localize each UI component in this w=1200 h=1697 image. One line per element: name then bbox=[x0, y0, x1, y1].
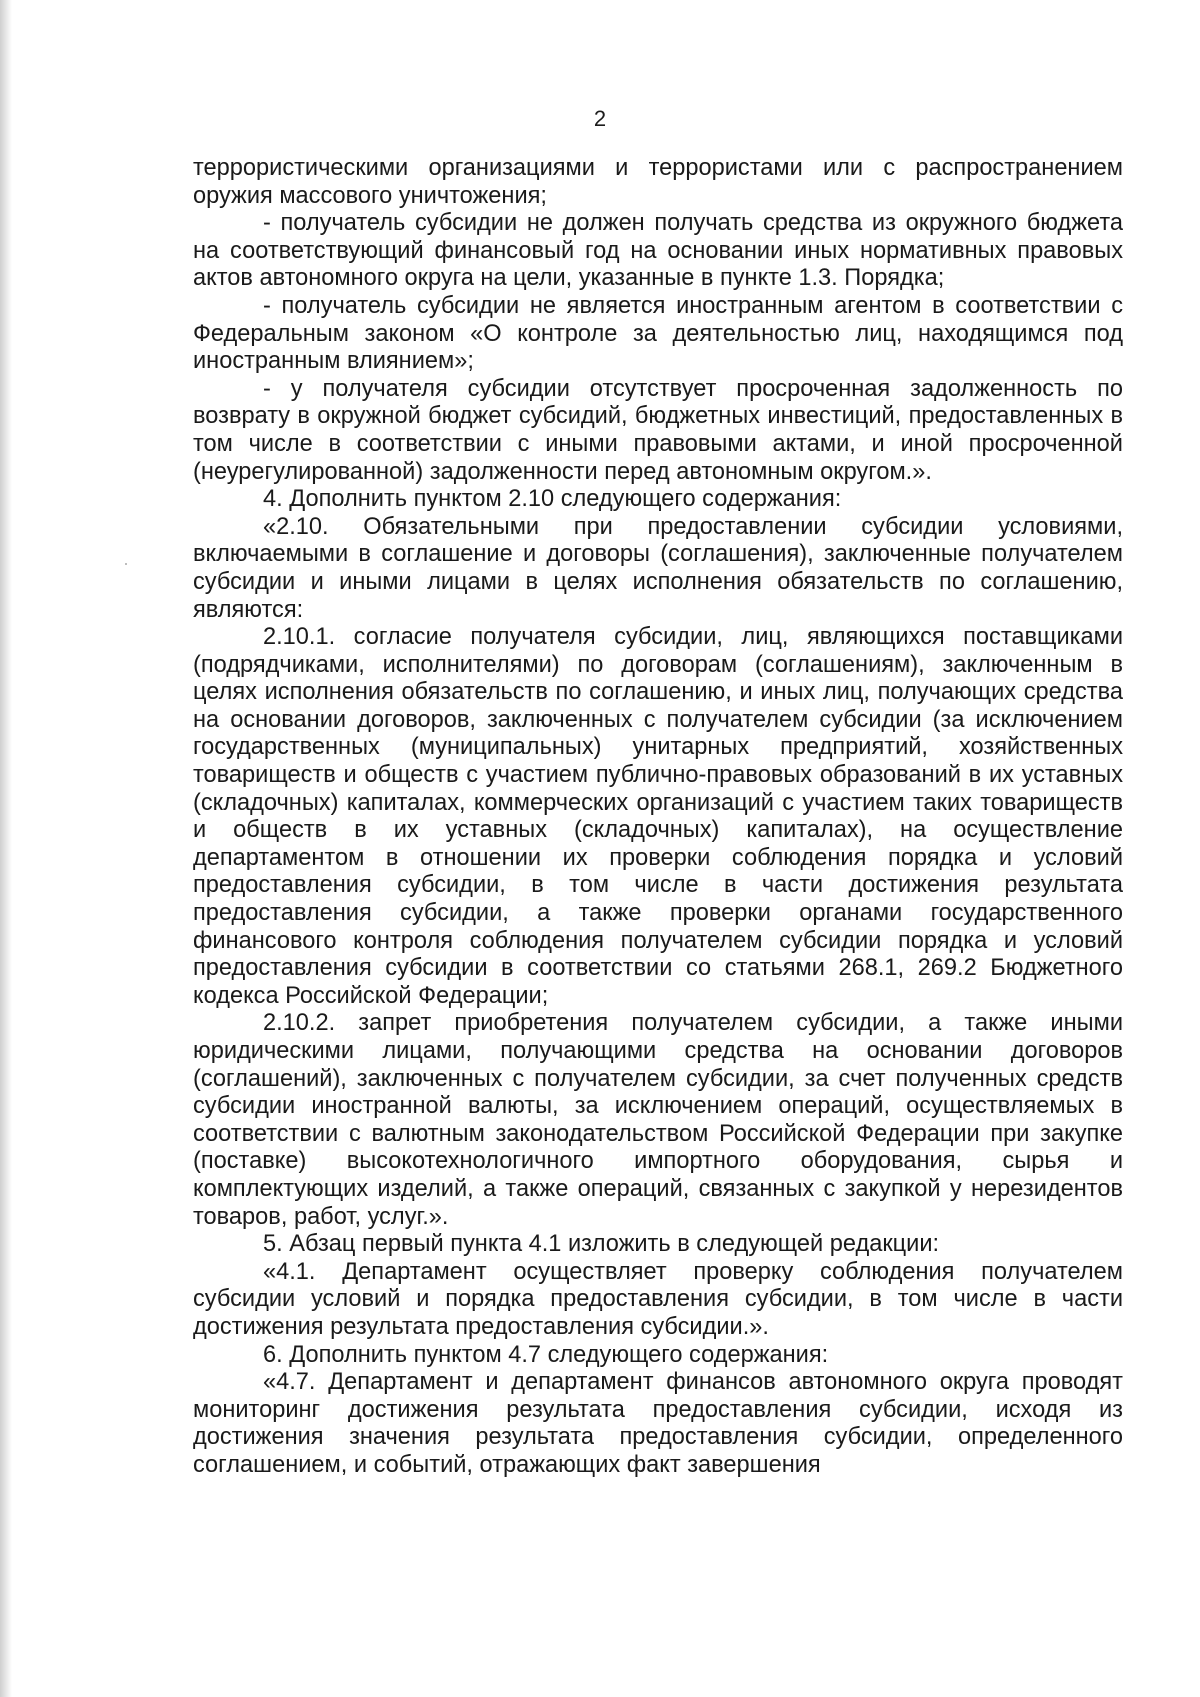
paragraph-clause-4-1: «4.1. Департамент осуществляет проверку соблюдения получателем субсидии условий и порядка предоставления субсидии, в том числе в части достижения результата предоставления субсидии.». bbox=[193, 1258, 1123, 1340]
document-body bbox=[193, 155, 1123, 1480]
paragraph-clause-2-10-2: 2.10.2. запрет приобретения получателем субсидии, а также иными юридическими лицами, получающими средства на основании договоров (соглашений), заключенных с получателем субсидии, за счет полученных средств субсидии иностранной валюты, за исключением операций, осуществляемых в соответствии с валютным законодательством Российской Федерации при закупке (поставке) высокотехнологичного импортного оборудования, сырья и комплектующих изделий, а также операций, связанных с закупкой у нерезидентов товаров, работ, услуг.». bbox=[193, 1010, 1123, 1230]
paragraph-item-6: 6. Дополнить пунктом 4.7 следующего содержания: bbox=[263, 1341, 829, 1368]
page-number: 2 bbox=[593, 106, 607, 131]
paragraph-no-overdue-debt: - у получателя субсидии отсутствует просроченная задолженность по возврату в окружной бюджет субсидий, бюджетных инвестиций, предоставленных в том числе в соответствии с иными правовыми актами, и иной просроченной (неурегулированной) задолженности перед автономным округом.». bbox=[193, 375, 1123, 485]
paragraph-not-foreign-agent: - получатель субсидии не является иностранным агентом в соответствии с Федеральным законом «О контроле за деятельностью лиц, находящимся под иностранным влиянием»; bbox=[193, 292, 1123, 375]
paragraph-item-4: 4. Дополнить пунктом 2.10 следующего содержания: bbox=[263, 486, 842, 513]
paragraph-continuation: террористическими организациями и террористами или с распространением оружия массового уничтожения; bbox=[193, 155, 1123, 209]
paragraph-item-5: 5. Абзац первый пункта 4.1 изложить в следующей редакции: bbox=[263, 1231, 940, 1258]
paragraph-clause-2-10: «2.10. Обязательными при предоставлении субсидии условиями, включаемыми в соглашение и договоры (соглашения), заключенные получателем субсидии и иными лицами в целях исполнения обязательств по соглашению, являются: bbox=[193, 513, 1123, 623]
scan-edge-shadow bbox=[0, 0, 12, 1697]
paragraph-clause-2-10-1: 2.10.1. согласие получателя субсидии, лиц, являющихся поставщиками (подрядчиками, исполнителями) по договорам (соглашениям), заключенным в целях исполнения обязательств по соглашению, и иных лиц, получающих средства на основании договоров, заключенных с получателем субсидии (за исключением государственных (муниципальных) унитарных предприятий, хозяйственных товариществ и обществ с участием публично-правовых образований в их уставных (складочных) капиталах, коммерческих организаций с участием таких товариществ и обществ в их уставных (складочных) капиталах), на осуществление департаментом в отношении их проверки соблюдения порядка и условий предоставления субсидии, в том числе в части достижения результата предоставления субсидии, а также проверки органами государственного финансового контроля соблюдения получателем субсидии порядка и условий предоставления субсидии в соответствии со статьями 268.1, 269.2 Бюджетного кодекса Российской Федерации; bbox=[193, 624, 1123, 1009]
paragraph-clause-4-7: «4.7. Департамент и департамент финансов автономного округа проводят мониторинг достижения результата предоставления субсидии, исходя из достижения значения результата предоставления субсидии, определенного соглашением, и событий, отражающих факт завершения bbox=[193, 1369, 1123, 1478]
scan-speck bbox=[125, 563, 127, 565]
paragraph-no-other-budget-funds: - получатель субсидии не должен получать средства из окружного бюджета на соответствующий финансовый год на основании иных нормативных правовых актов автономного округа на цели, указанные в пункте 1.3. Порядка; bbox=[193, 210, 1123, 292]
